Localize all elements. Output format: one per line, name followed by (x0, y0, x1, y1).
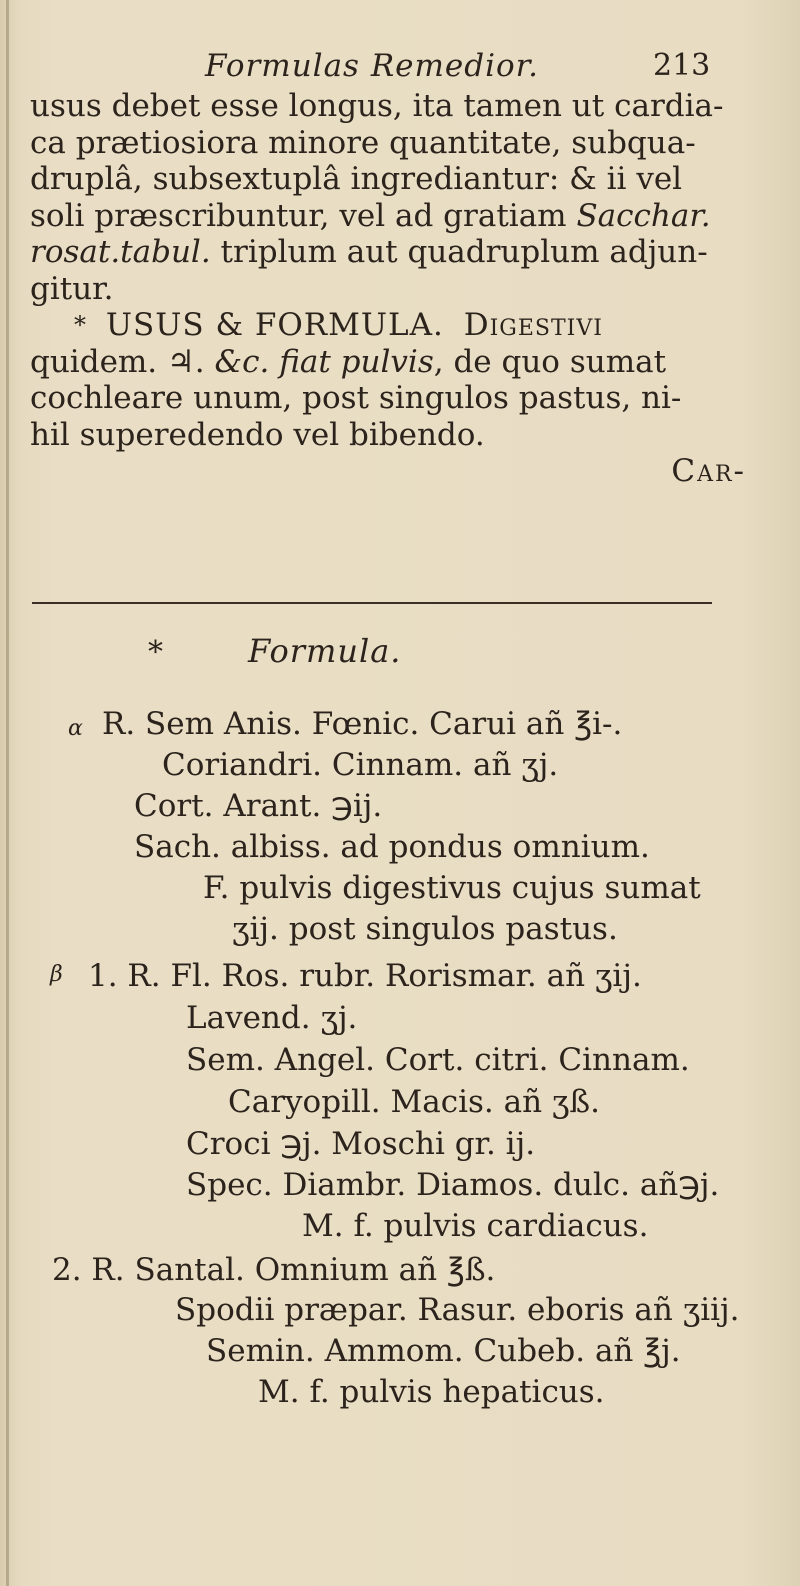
recipe-line: Spec. Diambr. Diamos. dulc. añ℈j. (186, 1167, 720, 1203)
recipe-line: Cort. Arant. ℈ij. (134, 788, 383, 824)
text-span: triplum aut quadruplum adjun- (210, 234, 708, 270)
recipe-line: 2. R. Santal. Omnium añ ℥ß. (52, 1252, 496, 1288)
asterisk-mark: * (74, 311, 86, 339)
text-line (30, 198, 750, 235)
recipe-line: R. Sem Anis. Fœnic. Carui añ ℥i-. (102, 706, 623, 742)
text-span-italic: &c. fiat pulvis (214, 343, 434, 380)
recipe-line: F. pulvis digestivus cujus sumat (203, 870, 701, 906)
horizontal-rule (32, 602, 712, 604)
text-span: , de quo sumat (433, 343, 667, 380)
recipe-line: Lavend. ʒj. (186, 1000, 358, 1036)
page-gutter (6, 0, 9, 1586)
recipe-line: Spodii præpar. Rasur. eboris añ ʒiij. (175, 1292, 740, 1328)
text-line: usus debet esse longus, ita tamen ut cardia- (30, 88, 724, 124)
formula-title (148, 632, 401, 670)
text-line: hil superedendo vel bibendo. (30, 416, 485, 453)
text-span-italic: Sacchar. (576, 197, 711, 234)
recipe-line: Sem. Angel. Cort. citri. Cinnam. (186, 1042, 690, 1078)
marker-alpha: α (68, 716, 83, 741)
text-line: gitur. (30, 270, 114, 307)
text-line: druplâ, subsextuplâ ingrediantur: & ii vel (30, 161, 683, 197)
recipe-line: Croci ℈j. Moschi gr. ij. (186, 1126, 536, 1162)
page-header (0, 48, 800, 88)
catchword: Car- (671, 453, 746, 489)
recipe-line: Coriandri. Cinnam. añ ʒj. (162, 747, 559, 783)
text-line: ca prætiosiora minore quantitate, subqua- (30, 124, 696, 161)
text-span-italic: rosat.tabul. (30, 234, 211, 270)
running-title: Formulas Remedior. (205, 48, 539, 84)
asterisk-mark: * (148, 635, 163, 670)
page-number: 213 (653, 48, 711, 83)
usus-heading-digestivi: Digestivi (463, 307, 603, 343)
text-span: quidem. ♃. (30, 343, 215, 380)
formula-heading: Formula. (248, 632, 402, 670)
marker-beta: β (50, 962, 63, 987)
usus-heading-line (30, 307, 750, 344)
recipe-line: ʒij. post singulos pastus. (232, 911, 618, 947)
recipe-line: M. f. pulvis cardiacus. (302, 1208, 649, 1244)
usus-heading: USUS & FORMULA. (105, 307, 444, 343)
recipe-line: Sach. albiss. ad pondus omnium. (134, 829, 650, 865)
text-line: cochleare unum, post singulos pastus, ni- (30, 380, 682, 416)
recipe-line: M. f. pulvis hepaticus. (258, 1374, 605, 1410)
recipe-line: 1. R. Fl. Ros. rubr. Rorismar. añ ʒij. (88, 958, 642, 994)
text-line (30, 344, 750, 381)
text-line (30, 234, 750, 271)
text-span: soli præscribuntur, vel ad gratiam (30, 197, 577, 234)
recipe-line: Caryopill. Macis. añ ʒß. (228, 1084, 600, 1120)
recipe-line: Semin. Ammom. Cubeb. añ ℥j. (206, 1333, 681, 1369)
body-text (30, 88, 750, 490)
